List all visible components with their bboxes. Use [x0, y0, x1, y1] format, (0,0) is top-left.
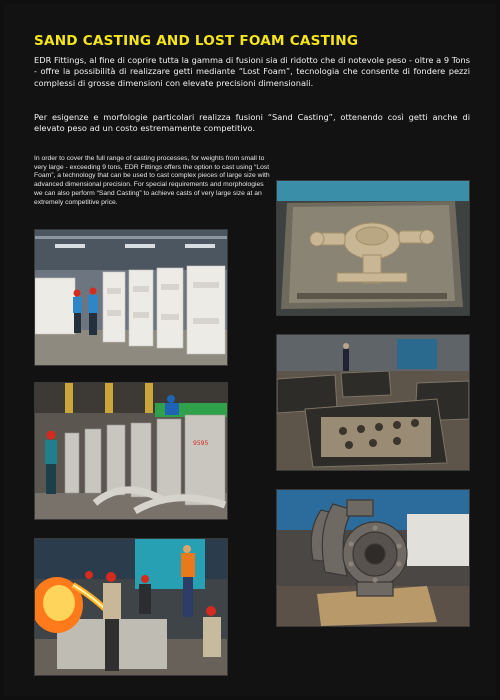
mold-floor-photo	[276, 334, 470, 471]
molten-pour-photo	[34, 538, 228, 676]
english-paragraph: In order to cover the full range of casting processes, for weights from small to very large - exceeding 9 tons, EDR Fittings offers the option to cast using “Lost Foam”, a technology that can be used to cast complex pieces of large size with advanced dimensional precision. For special requirements and morphologies we can also perform “Sand Casting” to achieve casts of very large size at an extremely competitive price.	[34, 155, 270, 206]
pump-casings-photo	[276, 489, 470, 627]
coated-patterns-photo	[34, 382, 228, 520]
sand-mold-photo	[276, 180, 470, 316]
page-title: SAND CASTING AND LOST FOAM CASTING	[34, 33, 359, 49]
italian-paragraph-1: EDR Fittings, al fine di coprire tutta la gamma di fusioni sia di ridotto che di notevole peso - oltre a 9 Tons - offre la possibilità di realizzare getti mediante “Lost Foam”, tecnologia che consente di fondere pezzi complessi di grosse dimensioni con elevate precisioni dimensionali.	[34, 55, 470, 88]
foam-patterns-photo	[34, 229, 228, 366]
italian-paragraph-2: Per esigenze e morfologie particolari realizza fusioni “Sand Casting”, ottenendo così getti anche di elevato peso ad un costo estremamente competitivo.	[34, 112, 470, 134]
svg-text:9595: 9595	[193, 440, 209, 447]
